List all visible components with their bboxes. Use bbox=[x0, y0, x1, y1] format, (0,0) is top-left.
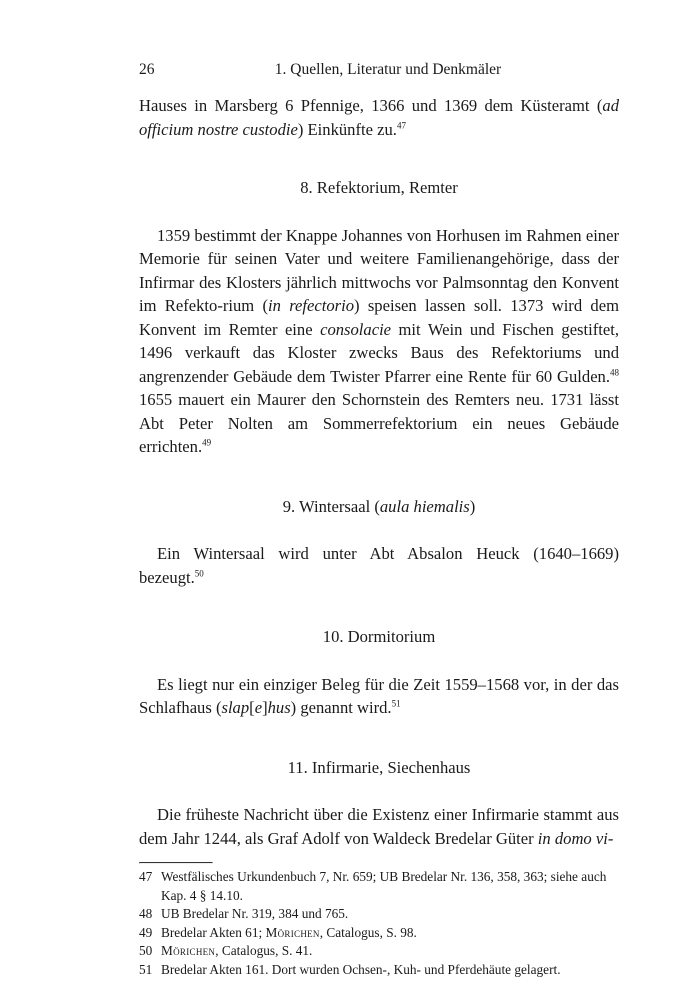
refektorium-paragraph bbox=[139, 224, 619, 459]
text-run: Bredelar Akten 61; bbox=[161, 924, 266, 940]
footnote-49 bbox=[139, 924, 619, 943]
section-heading-refektorium: 8. Refektorium, Remter bbox=[300, 178, 458, 197]
intro-paragraph bbox=[139, 94, 619, 141]
latin-phrase: ad officium nostre custodie bbox=[139, 96, 619, 139]
footnote-number: 50 bbox=[139, 943, 153, 959]
infirmarie-paragraph bbox=[139, 803, 619, 850]
latin-phrase: hus bbox=[267, 698, 291, 717]
author-name: Mörichen bbox=[161, 943, 216, 959]
footnote-text: Westfälisches Urkundenbuch 7, Nr. 659; UB Bredelar Nr. 136, 358, 363; siehe auch Kap. 4 § 14.10. bbox=[161, 869, 607, 903]
text-run: Hauses in Marsberg 6 Pfennige, 1366 und 1369 dem Küsteramt ( bbox=[139, 96, 603, 115]
text-run: mit Wein und Fischen gestiftet, 1496 verkauft das Kloster zwecks Baus des Refektoriums und angrenzender Gebäude dem Twister Pfarrer eine Rente für 60 Gulden. bbox=[139, 319, 619, 386]
running-title: 1. Quellen, Literatur und Denkmäler bbox=[274, 61, 502, 78]
dormitorium-paragraph bbox=[139, 673, 619, 720]
footnote-text: Bredelar Akten 161. Dort wurden Ochsen-, Kuh- und Pferdehäute gelagert. bbox=[161, 961, 561, 977]
latin-phrase: in refectorio bbox=[268, 296, 355, 315]
footnote-text bbox=[161, 924, 619, 943]
text-run: ) Einkünfte zu. bbox=[297, 119, 397, 139]
heading-text: 9. Wintersaal ( bbox=[282, 496, 380, 516]
heading-text: ) bbox=[469, 496, 476, 516]
footnote-number: 51 bbox=[139, 961, 153, 977]
footnote-48 bbox=[139, 905, 619, 924]
latin-phrase: in domo vi- bbox=[537, 828, 614, 848]
wintersaal-paragraph bbox=[139, 542, 619, 589]
latin-phrase: e bbox=[254, 698, 263, 717]
footnote-ref-51[interactable]: 51 bbox=[391, 698, 401, 709]
section-heading-wintersaal bbox=[139, 495, 619, 519]
text-run: , Catalogus, S. 41. bbox=[215, 943, 313, 959]
text-run: , Catalogus, S. 98. bbox=[319, 924, 417, 940]
footnote-text bbox=[161, 942, 619, 961]
latin-phrase: slap bbox=[221, 698, 250, 717]
footnote-51 bbox=[139, 961, 619, 980]
footnote-number: 49 bbox=[139, 924, 153, 940]
page-body bbox=[139, 58, 619, 980]
text-run: Die früheste Nachricht über die Existenz einer Infirmarie stammt aus dem Jahr 1244, als Graf Adolf von Waldeck Bredelar Güter bbox=[139, 805, 619, 848]
text-run: ) genannt wird. bbox=[290, 698, 392, 717]
text-run: ] bbox=[262, 698, 268, 717]
text-run: Es liegt nur ein einziger Beleg für die Zeit 1559–1568 vor, in der das Schlafhaus ( bbox=[139, 674, 619, 717]
footnote-50 bbox=[139, 942, 619, 961]
footnote-ref-50[interactable]: 50 bbox=[194, 567, 204, 578]
latin-phrase: aula hiemalis bbox=[379, 496, 470, 516]
section-heading-infirmarie: 11. Infirmarie, Siechenhaus bbox=[287, 757, 471, 777]
text-run: ) speisen lassen soll. 1373 wird dem Konvent im Remter eine bbox=[139, 296, 619, 339]
section-heading-dormitorium: 10. Dormitorium bbox=[322, 627, 436, 646]
footnotes bbox=[139, 868, 619, 980]
footnote-47 bbox=[139, 868, 619, 905]
text-run: Ein Wintersaal wird unter Abt Absalon Heuck (1640–1669) bezeugt. bbox=[139, 544, 619, 587]
footnote-ref-49[interactable]: 49 bbox=[202, 437, 212, 448]
text-run: [ bbox=[249, 698, 255, 717]
running-header bbox=[139, 58, 619, 82]
author-name: Mörichen bbox=[265, 924, 320, 940]
latin-phrase: consolacie bbox=[320, 319, 392, 339]
footnote-ref-47[interactable]: 47 bbox=[396, 119, 406, 130]
page-number: 26 bbox=[139, 61, 155, 78]
footnote-number: 47 bbox=[139, 869, 153, 884]
footnote-ref-48[interactable]: 48 bbox=[610, 366, 619, 377]
text-run: 1359 bestimmt der Knappe Johannes von Horhusen im Rahmen einer Memorie für seinen Vater und weitere Familienangehörige, dass der Infirmar des Klosters jährlich mittwochs vor Palmsonntag den Konvent im Refekto-rium ( bbox=[139, 225, 619, 315]
footnote-text: UB Bredelar Nr. 319, 384 und 765. bbox=[161, 906, 349, 922]
text-run: 1655 mauert ein Maurer den Schornstein des Remters neu. 1731 lässt Abt Peter Nolten am Sommerrefektorium ein neues Gebäude errichten. bbox=[139, 390, 619, 456]
footnote-number: 48 bbox=[139, 906, 153, 922]
